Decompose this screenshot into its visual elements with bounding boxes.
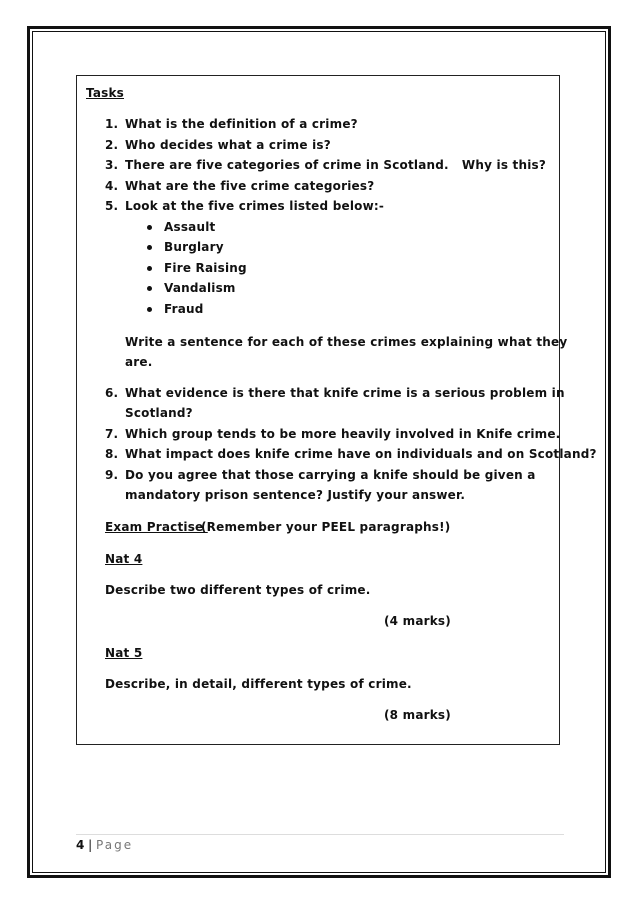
footer-divider [76, 834, 564, 835]
tasks-heading: Tasks [86, 86, 125, 100]
question-number: 9. [105, 468, 119, 482]
nat5-marks: (8 marks) [384, 708, 451, 722]
question-text: What evidence is there that knife crime is a serious problem in [125, 386, 565, 400]
question-number: 1. [105, 117, 119, 131]
question-text: Which group tends to be more heavily involved in Knife crime. [125, 427, 561, 441]
question-text: What are the five crime categories? [125, 179, 375, 193]
bullet-icon [147, 245, 152, 250]
question-number: 4. [105, 179, 119, 193]
nat5-question: Describe, in detail, different types of crime. [105, 677, 412, 691]
crime-list-item: Assault [164, 220, 216, 234]
question-number: 8. [105, 447, 119, 461]
page-number: 4 [76, 838, 85, 852]
footer-separator: | [84, 838, 97, 852]
crime-list-item: Vandalism [164, 281, 236, 295]
question-number: 7. [105, 427, 119, 441]
nat4-label: Nat 4 [105, 552, 143, 566]
question-text: What is the definition of a crime? [125, 117, 358, 131]
nat5-label: Nat 5 [105, 646, 143, 660]
bullet-icon [147, 266, 152, 271]
nat4-question: Describe two different types of crime. [105, 583, 371, 597]
exam-practise-note: (Remember your PEEL paragraphs!) [201, 520, 451, 534]
crime-list-item: Fraud [164, 302, 204, 316]
question-number: 6. [105, 386, 119, 400]
instruction-line: are. [125, 355, 153, 369]
crime-list-item: Burglary [164, 240, 224, 254]
question-number: 5. [105, 199, 119, 213]
nat4-marks: (4 marks) [384, 614, 451, 628]
question-text: mandatory prison sentence? Justify your answer. [125, 488, 466, 502]
page-label: Page [96, 838, 134, 852]
question-text: Scotland? [125, 406, 193, 420]
bullet-icon [147, 286, 152, 291]
instruction-line: Write a sentence for each of these crimes explaining what they [125, 335, 568, 349]
crime-list-item: Fire Raising [164, 261, 247, 275]
question-number: 2. [105, 138, 119, 152]
exam-practise-heading: Exam Practise [105, 520, 208, 534]
bullet-icon [147, 225, 152, 230]
question-text: There are five categories of crime in Scotland. Why is this? [125, 158, 547, 172]
question-text: Do you agree that those carrying a knife should be given a [125, 468, 536, 482]
bullet-icon [147, 307, 152, 312]
page-footer [76, 838, 133, 853]
question-text: What impact does knife crime have on individuals and on Scotland? [125, 447, 597, 461]
question-text: Look at the five crimes listed below:- [125, 199, 385, 213]
question-text: Who decides what a crime is? [125, 138, 331, 152]
question-number: 3. [105, 158, 119, 172]
